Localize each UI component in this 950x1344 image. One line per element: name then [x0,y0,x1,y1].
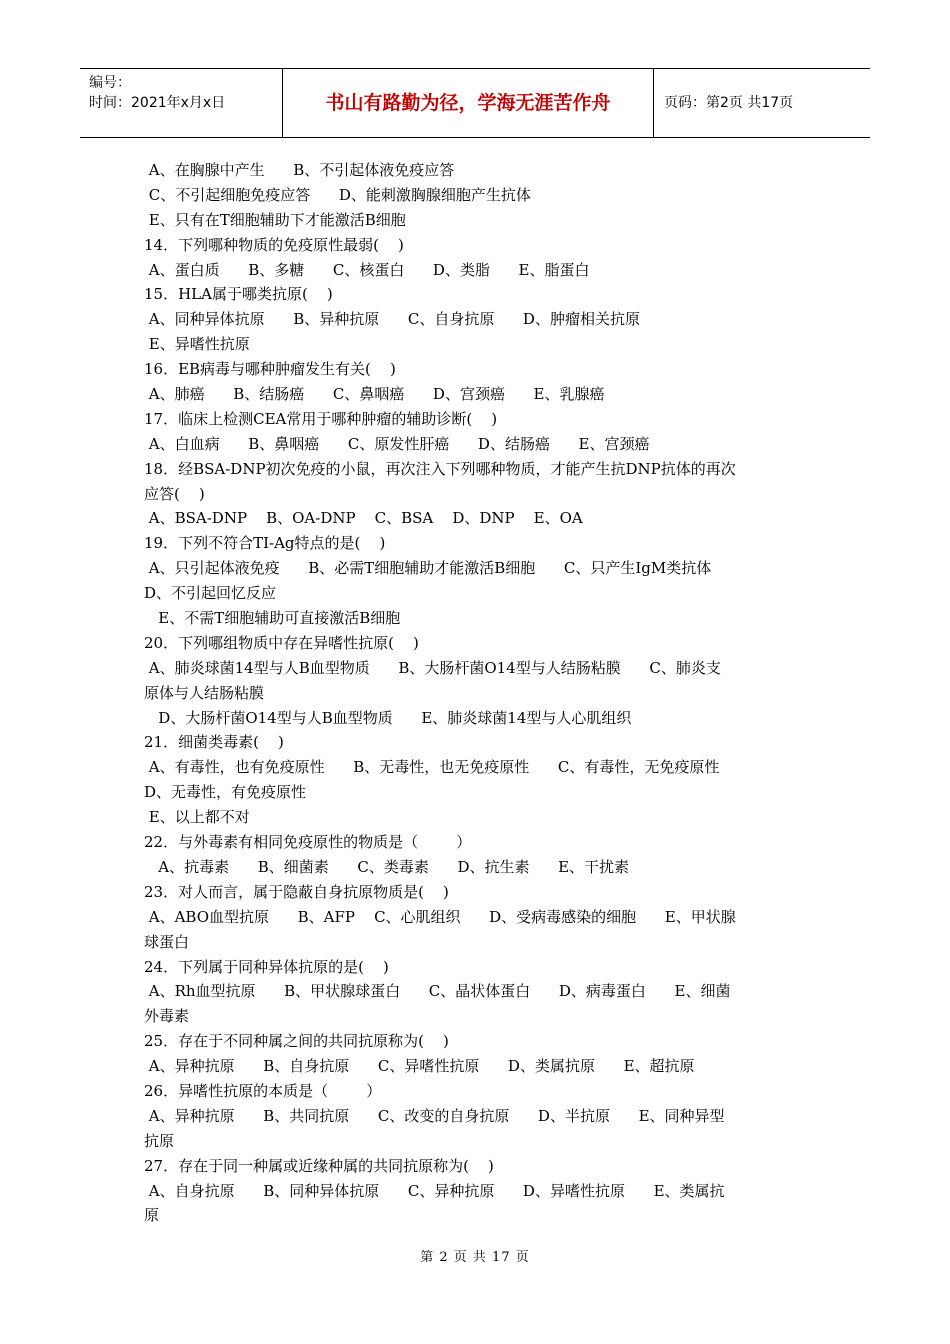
options-19: A、只引起体液免疫 B、必需T细胞辅助才能激活B细胞 C、只产生IgM类抗体 [144,559,712,578]
options-20: D、大肠杆菌O14型与人B血型物质 E、肺炎球菌14型与人心肌组织 [144,708,632,727]
question-20: 20．下列哪组物质中存在异嗜性抗原( ) [144,633,419,652]
options-20: 原体与人结肠粘膜 [144,683,265,702]
question-18: 应答( ) [144,484,205,503]
question-27: 27．存在于同一种属或近缘种属的共同抗原称为( ) [144,1156,494,1175]
options-24: A、Rh血型抗原 B、甲状腺球蛋白 C、晶状体蛋白 D、病毒蛋白 E、细菌 [144,982,731,1001]
options-27: A、自身抗原 B、同种异体抗原 C、异种抗原 D、异嗜性抗原 E、类属抗 [144,1181,725,1200]
question-15: 15．HLA属于哪类抗原( ) [144,285,333,304]
options-18: A、BSA-DNP B、OA-DNP C、BSA D、DNP E、OA [144,509,583,528]
motto: 书山有路勤为径，学海无涯苦作舟 [282,69,654,137]
question-21: 21．细菌类毒素( ) [144,733,284,752]
page-indicator: 页码：第2页 共17页 [664,95,794,111]
options-21: A、有毒性，也有免疫原性 B、无毒性，也无免疫原性 C、有毒性，无免疫原性 [144,758,720,777]
number-label: 编号： [89,75,131,91]
date-label: 时间：2021年x月x日 [89,95,226,111]
question-16: 16．EB病毒与哪种肿瘤发生有关( ) [144,360,396,379]
question-14: 14．下列哪种物质的免疫原性最弱( ) [144,235,404,254]
page-footer: 第 2 页 共 17 页 [420,1250,530,1265]
header-left-cell [80,69,282,137]
text-line: C、不引起细胞免疫应答 D、能刺激胸腺细胞产生抗体 [144,185,531,204]
options-25: A、异种抗原 B、自身抗原 C、异嗜性抗原 D、类属抗原 E、超抗原 [144,1057,695,1076]
options-15: E、异嗜性抗原 [144,335,250,354]
options-24: 外毒素 [144,1007,190,1026]
question-23: 23．对人而言，属于隐蔽自身抗原物质是( ) [144,882,449,901]
options-19: D、不引起回忆反应 [144,584,277,603]
question-18: 18．经BSA-DNP初次免疫的小鼠，再次注入下列哪种物质，才能产生抗DNP抗体的再次 [144,459,736,478]
options-14: A、蛋白质 B、多糖 C、核蛋白 D、类脂 E、脂蛋白 [144,260,590,279]
question-content [144,158,814,1228]
options-26: 抗原 [144,1131,175,1150]
options-21: E、以上都不对 [144,808,250,827]
options-15: A、同种异体抗原 B、异种抗原 C、自身抗原 D、肿瘤相关抗原 [144,310,640,329]
question-17: 17．临床上检测CEA常用于哪种肿瘤的辅助诊断( ) [144,409,498,428]
question-24: 24．下列属于同种异体抗原的是( ) [144,957,389,976]
page-header [80,68,870,138]
question-26: 26．异嗜性抗原的本质是（ ） [144,1081,382,1100]
options-20: A、肺炎球菌14型与人B血型物质 B、大肠杆菌O14型与人结肠粘膜 C、肺炎支 [144,658,721,677]
question-19: 19．下列不符合TI-Ag特点的是( ) [144,534,386,553]
options-22: A、抗毒素 B、细菌素 C、类毒素 D、抗生素 E、干扰素 [144,857,630,876]
options-21: D、无毒性，有免疫原性 [144,783,307,802]
options-17: A、白血病 B、鼻咽癌 C、原发性肝癌 D、结肠癌 E、宫颈癌 [144,434,650,453]
options-23: 球蛋白 [144,932,190,951]
options-27: 原 [144,1206,160,1225]
options-19: E、不需T细胞辅助可直接激活B细胞 [144,609,401,628]
options-23: A、ABO血型抗原 B、AFP C、心肌组织 D、受病毒感染的细胞 E、甲状腺 [144,907,736,926]
text-line: A、在胸腺中产生 B、不引起体液免疫应答 [144,161,455,179]
options-16: A、肺癌 B、结肠癌 C、鼻咽癌 D、宫颈癌 E、乳腺癌 [144,385,605,404]
question-22: 22．与外毒素有相同免疫原性的物质是（ ） [144,833,472,852]
question-25: 25．存在于不同种属之间的共同抗原称为( ) [144,1032,449,1051]
options-26: A、异种抗原 B、共同抗原 C、改变的自身抗原 D、半抗原 E、同种异型 [144,1106,725,1125]
text-line: E、只有在T细胞辅助下才能激活B细胞 [144,210,406,229]
